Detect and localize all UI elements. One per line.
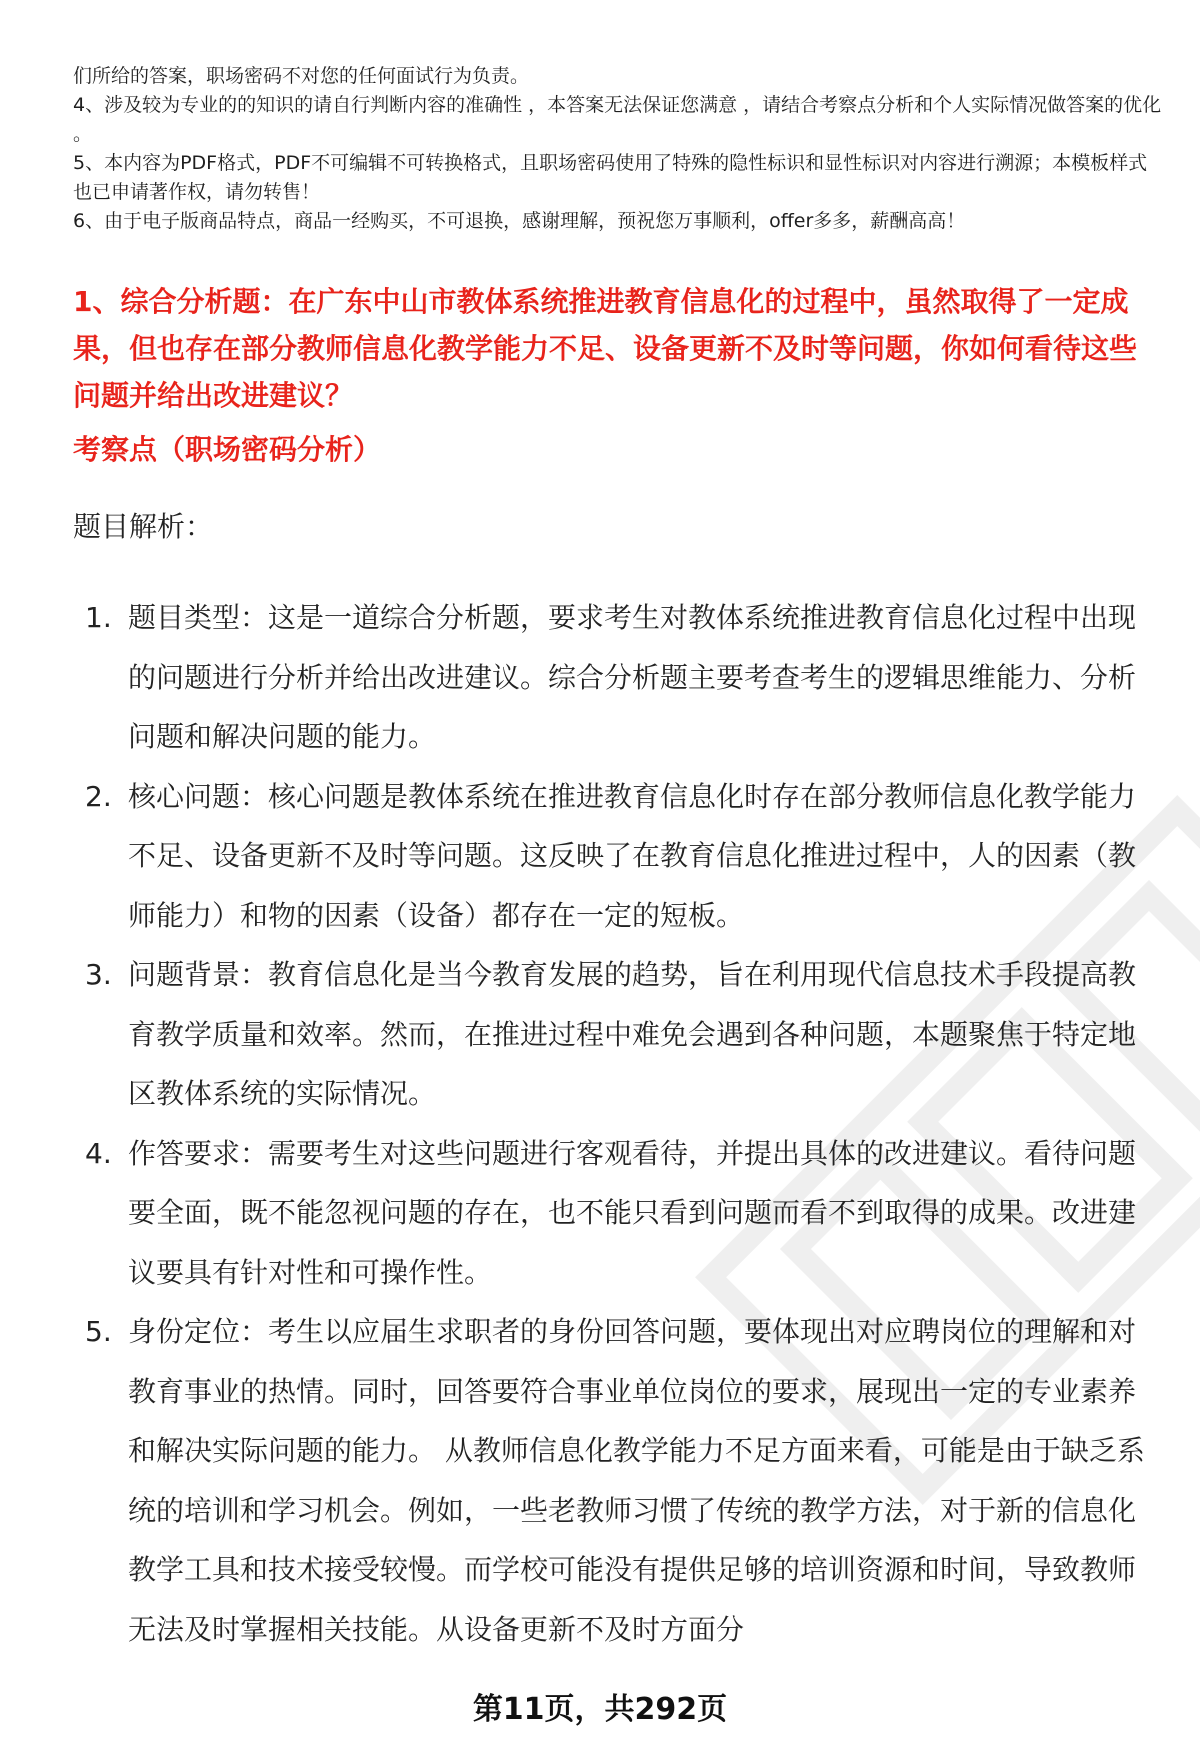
analysis-label: 题目解析： — [73, 510, 214, 543]
list-item — [73, 945, 1153, 1124]
list-number: 3. — [85, 958, 112, 991]
question-heading: 1、综合分析题：在广东中山市教体系统推进教育信息化的过程中，虽然取得了一定成果，但也存在部分教师信息化教学能力不足、设备更新不及时等问题，你如何看待这些问题并给出改进建议？ — [73, 285, 1138, 412]
list-number: 4. — [85, 1136, 112, 1170]
note-line: 6、由于电子版商品特点，商品一经购买，不可退换，感谢理解，预祝您万事顺利，offer多多，薪酬高高！ — [73, 210, 966, 232]
list-number: 1. — [85, 601, 112, 634]
list-text: 题目类型：这是一道综合分析题，要求考生对教体系统推进教育信息化过程中出现的问题进行分析并给出改进建议。综合分析题主要考查考生的逻辑思维能力、分析问题和解决问题的能力。 — [128, 601, 1137, 753]
note-line: 5、本内容为PDF格式，PDF不可编辑不可转换格式，且职场密码使用了特殊的隐性标识和显性标识对内容进行溯源；本模板样式也已申请著作权，请勿转售！ — [73, 152, 1148, 203]
list-number: 5. — [85, 1315, 112, 1348]
kaochadian-heading: 考察点（职场密码分析） — [73, 433, 382, 466]
list-item — [73, 1124, 1153, 1303]
note-line: 4、涉及较为专业的的知识的请自行判断内容的准确性 ，本答案无法保证您满意 ，请结合考察点分析和个人实际情况做答案的优化 。 — [73, 94, 1162, 145]
note-line: 们所给的答案，职场密码不对您的任何面试行为负责。 — [73, 65, 530, 87]
list-item — [73, 1302, 1153, 1659]
list-text: 核心问题：核心问题是教体系统在推进教育信息化时存在部分教师信息化教学能力不足、设备更新不及时等问题。这反映了在教育信息化推进过程中，人的因素（教师能力）和物的因素（设备）都存在一定的短板。 — [128, 779, 1137, 932]
list-text: 问题背景：教育信息化是当今教育发展的趋势，旨在利用现代信息技术手段提高教育教学质量和效率。然而，在推进过程中难免会遇到各种问题，本题聚焦于特定地区教体系统的实际情况。 — [128, 958, 1137, 1110]
disclaimer-notes — [73, 62, 1163, 236]
page-number-footer: 第11页，共292页 — [472, 1692, 728, 1727]
analysis-list — [73, 588, 1153, 1659]
list-text: 身份定位：考生以应届生求职者的身份回答问题，要体现出对应聘岗位的理解和对教育事业的热情。同时，回答要符合事业单位岗位的要求，展现出一定的专业素养和解决实际问题的能力。 从教师信息化教学能力不足方面来看，可能是由于缺乏系统的培训和学习机会。例如，一些老教师习惯了传统的教学方法，对于新的信息化教学工具和技术接受较慢。而学校可能没有提供足够的培训资源和时间，导致教师无法及时掌握相关技能。从设备更新不及时方面分 — [128, 1315, 1145, 1646]
list-number: 2. — [85, 779, 112, 813]
list-item — [73, 588, 1153, 767]
list-text: 作答要求：需要考生对这些问题进行客观看待，并提出具体的改进建议。看待问题要全面，既不能忽视问题的存在，也不能只看到问题而看不到取得的成果。改进建议要具有针对性和可操作性。 — [128, 1136, 1137, 1289]
list-item — [73, 767, 1153, 946]
